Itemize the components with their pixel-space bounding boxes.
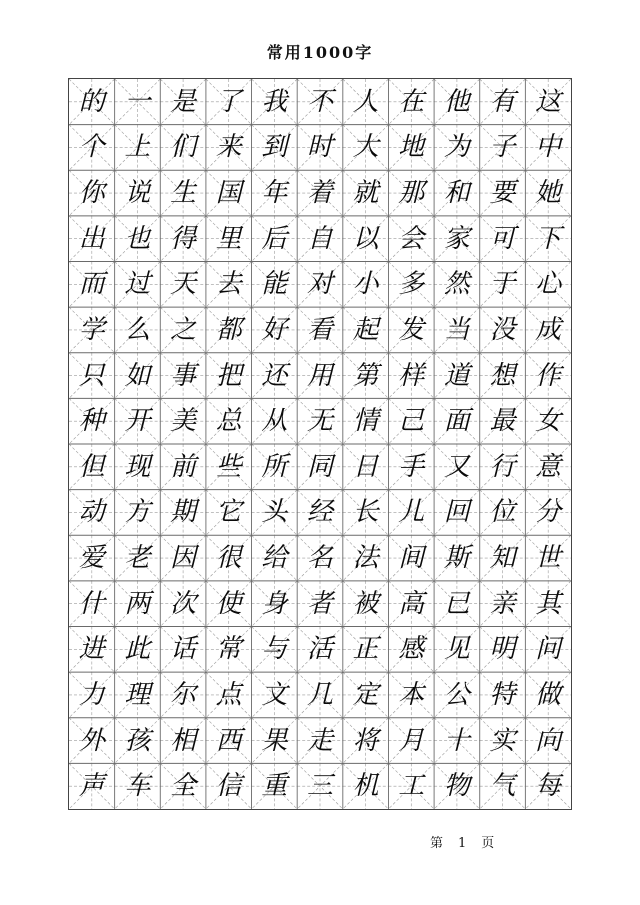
character-cell: 于 [489,269,516,300]
character-cell: 出 [78,223,105,254]
character-cell: 还 [261,360,288,391]
character-cell: 日 [352,451,379,482]
character-cell: 工 [398,771,425,802]
character-cell: 动 [78,497,105,528]
character-cell: 个 [78,132,105,163]
character-cell: 方 [124,497,151,528]
character-cell: 女 [535,406,562,437]
character-cell: 很 [215,543,242,574]
page-footer [430,832,509,851]
character-cell: 面 [443,406,470,437]
character-cell: 中 [535,132,562,163]
character-cell: 向 [535,725,562,756]
character-cell: 物 [443,771,470,802]
character-cell: 知 [489,543,516,574]
character-grid [69,79,571,809]
character-cell: 去 [215,269,242,300]
character-cell: 亲 [489,588,516,619]
character-cell: 十 [443,725,470,756]
character-cell: 长 [352,497,379,528]
character-cell: 天 [170,269,197,300]
character-cell: 能 [261,269,288,300]
character-cell: 学 [78,314,105,345]
character-cell: 回 [443,497,470,528]
character-cell: 信 [215,771,242,802]
character-cell: 儿 [398,497,425,528]
character-cell: 里 [215,223,242,254]
character-cell: 而 [78,269,105,300]
character-cell: 实 [489,725,516,756]
character-cell: 有 [489,86,516,117]
character-cell: 现 [124,451,151,482]
character-cell: 们 [170,132,197,163]
character-cell: 常 [215,634,242,665]
character-cell: 点 [215,679,242,710]
character-cell: 尔 [170,679,197,710]
character-cell: 地 [398,132,425,163]
character-cell: 过 [124,269,151,300]
character-cell: 期 [170,497,197,528]
character-cell: 要 [489,178,516,209]
character-cell: 对 [306,269,333,300]
character-cell: 把 [215,360,242,391]
character-cell: 没 [489,314,516,345]
character-cell: 着 [306,178,333,209]
character-cell: 话 [170,634,197,665]
character-cell: 当 [443,314,470,345]
character-cell: 分 [535,497,562,528]
character-cell: 行 [489,451,516,482]
character-cell: 公 [443,679,470,710]
character-cell: 感 [398,634,425,665]
character-cell: 两 [124,588,151,619]
character-cell: 也 [124,223,151,254]
character-cell: 走 [306,725,333,756]
page-label-suffix: 页 [481,836,496,851]
character-cell: 同 [306,451,333,482]
practice-grid-sheet [68,78,572,810]
character-cell: 使 [215,588,242,619]
character-cell: 我 [261,86,288,117]
page-title: 常用1000字 [266,43,374,62]
character-cell: 第 [352,360,379,391]
character-cell: 无 [306,406,333,437]
character-cell: 次 [170,588,197,619]
character-cell: 身 [261,588,288,619]
character-cell: 活 [306,634,333,665]
character-cell: 会 [398,223,425,254]
character-cell: 特 [489,679,516,710]
character-cell: 给 [261,543,288,574]
character-cell: 些 [215,451,242,482]
character-cell: 小 [352,269,379,300]
character-cell: 自 [306,223,333,254]
character-cell: 大 [352,132,379,163]
character-cell: 事 [170,360,197,391]
character-cell: 开 [124,406,151,437]
character-cell: 定 [352,679,379,710]
page-number: 1 [458,836,468,851]
character-cell: 上 [124,132,151,163]
character-cell: 是 [170,86,197,117]
character-cell: 西 [215,725,242,756]
character-cell: 前 [170,451,197,482]
character-cell: 间 [398,543,425,574]
character-cell: 然 [443,269,470,300]
character-cell: 国 [215,178,242,209]
character-cell: 好 [261,314,288,345]
character-cell: 将 [352,725,379,756]
character-cell: 其 [535,588,562,619]
character-cell: 不 [306,86,333,117]
character-cell: 车 [124,771,151,802]
character-cell: 作 [535,360,562,391]
character-cell: 可 [489,223,516,254]
character-cell: 力 [78,679,105,710]
character-cell: 相 [170,725,197,756]
character-cell: 就 [352,178,379,209]
character-cell: 孩 [124,725,151,756]
character-cell: 几 [306,679,333,710]
character-cell: 此 [124,634,151,665]
character-cell: 所 [261,451,288,482]
character-cell: 下 [535,223,562,254]
character-cell: 人 [352,86,379,117]
character-cell: 生 [170,178,197,209]
character-cell: 年 [261,178,288,209]
character-cell: 老 [124,543,151,574]
character-cell: 做 [535,679,562,710]
character-cell: 最 [489,406,516,437]
character-cell: 与 [261,634,288,665]
character-cell: 么 [124,314,151,345]
character-cell: 你 [78,178,105,209]
character-cell: 但 [78,451,105,482]
character-cell: 样 [398,360,425,391]
character-cell: 到 [261,132,288,163]
character-cell: 本 [398,679,425,710]
character-cell: 位 [489,497,516,528]
character-cell: 那 [398,178,425,209]
character-cell: 意 [535,451,562,482]
character-cell: 已 [443,588,470,619]
character-cell: 和 [443,178,470,209]
character-cell: 斯 [443,543,470,574]
character-cell: 时 [306,132,333,163]
character-cell: 子 [489,132,516,163]
character-cell: 者 [306,588,333,619]
character-cell: 成 [535,314,562,345]
character-cell: 用 [306,360,333,391]
character-cell: 只 [78,360,105,391]
character-cell: 手 [398,451,425,482]
character-cell: 一 [124,86,151,117]
character-cell: 美 [170,406,197,437]
character-cell: 得 [170,223,197,254]
page-label-prefix: 第 [430,836,445,851]
character-cell: 为 [443,132,470,163]
character-cell: 想 [489,360,516,391]
character-cell: 又 [443,451,470,482]
character-cell: 因 [170,543,197,574]
character-cell: 被 [352,588,379,619]
character-cell: 从 [261,406,288,437]
character-cell: 进 [78,634,105,665]
character-cell: 道 [443,360,470,391]
character-cell: 来 [215,132,242,163]
character-cell: 外 [78,725,105,756]
character-cell: 情 [352,406,379,437]
character-cell: 什 [78,588,105,619]
character-cell: 家 [443,223,470,254]
character-cell: 头 [261,497,288,528]
character-cell: 了 [215,86,242,117]
character-cell: 看 [306,314,333,345]
character-cell: 多 [398,269,425,300]
character-cell: 她 [535,178,562,209]
character-cell: 声 [78,771,105,802]
character-cell: 月 [398,725,425,756]
character-cell: 之 [170,314,197,345]
character-cell: 名 [306,543,333,574]
character-cell: 己 [398,406,425,437]
character-cell: 全 [170,771,197,802]
character-cell: 的 [78,86,105,117]
character-cell: 种 [78,406,105,437]
character-cell: 这 [535,86,562,117]
character-cell: 他 [443,86,470,117]
character-cell: 说 [124,178,151,209]
character-cell: 起 [352,314,379,345]
character-cell: 高 [398,588,425,619]
character-cell: 总 [215,406,242,437]
character-cell: 以 [352,223,379,254]
character-cell: 三 [306,771,333,802]
character-cell: 每 [535,771,562,802]
character-cell: 气 [489,771,516,802]
character-cell: 爱 [78,543,105,574]
character-cell: 见 [443,634,470,665]
character-cell: 文 [261,679,288,710]
character-cell: 心 [535,269,562,300]
character-cell: 在 [398,86,425,117]
character-cell: 重 [261,771,288,802]
character-cell: 果 [261,725,288,756]
character-cell: 发 [398,314,425,345]
character-cell: 明 [489,634,516,665]
character-cell: 理 [124,679,151,710]
character-cell: 经 [306,497,333,528]
character-cell: 正 [352,634,379,665]
character-cell: 都 [215,314,242,345]
character-cell: 世 [535,543,562,574]
character-cell: 机 [352,771,379,802]
character-cell: 后 [261,223,288,254]
character-cell: 问 [535,634,562,665]
character-cell: 法 [352,543,379,574]
character-cell: 如 [124,360,151,391]
character-cell: 它 [215,497,242,528]
